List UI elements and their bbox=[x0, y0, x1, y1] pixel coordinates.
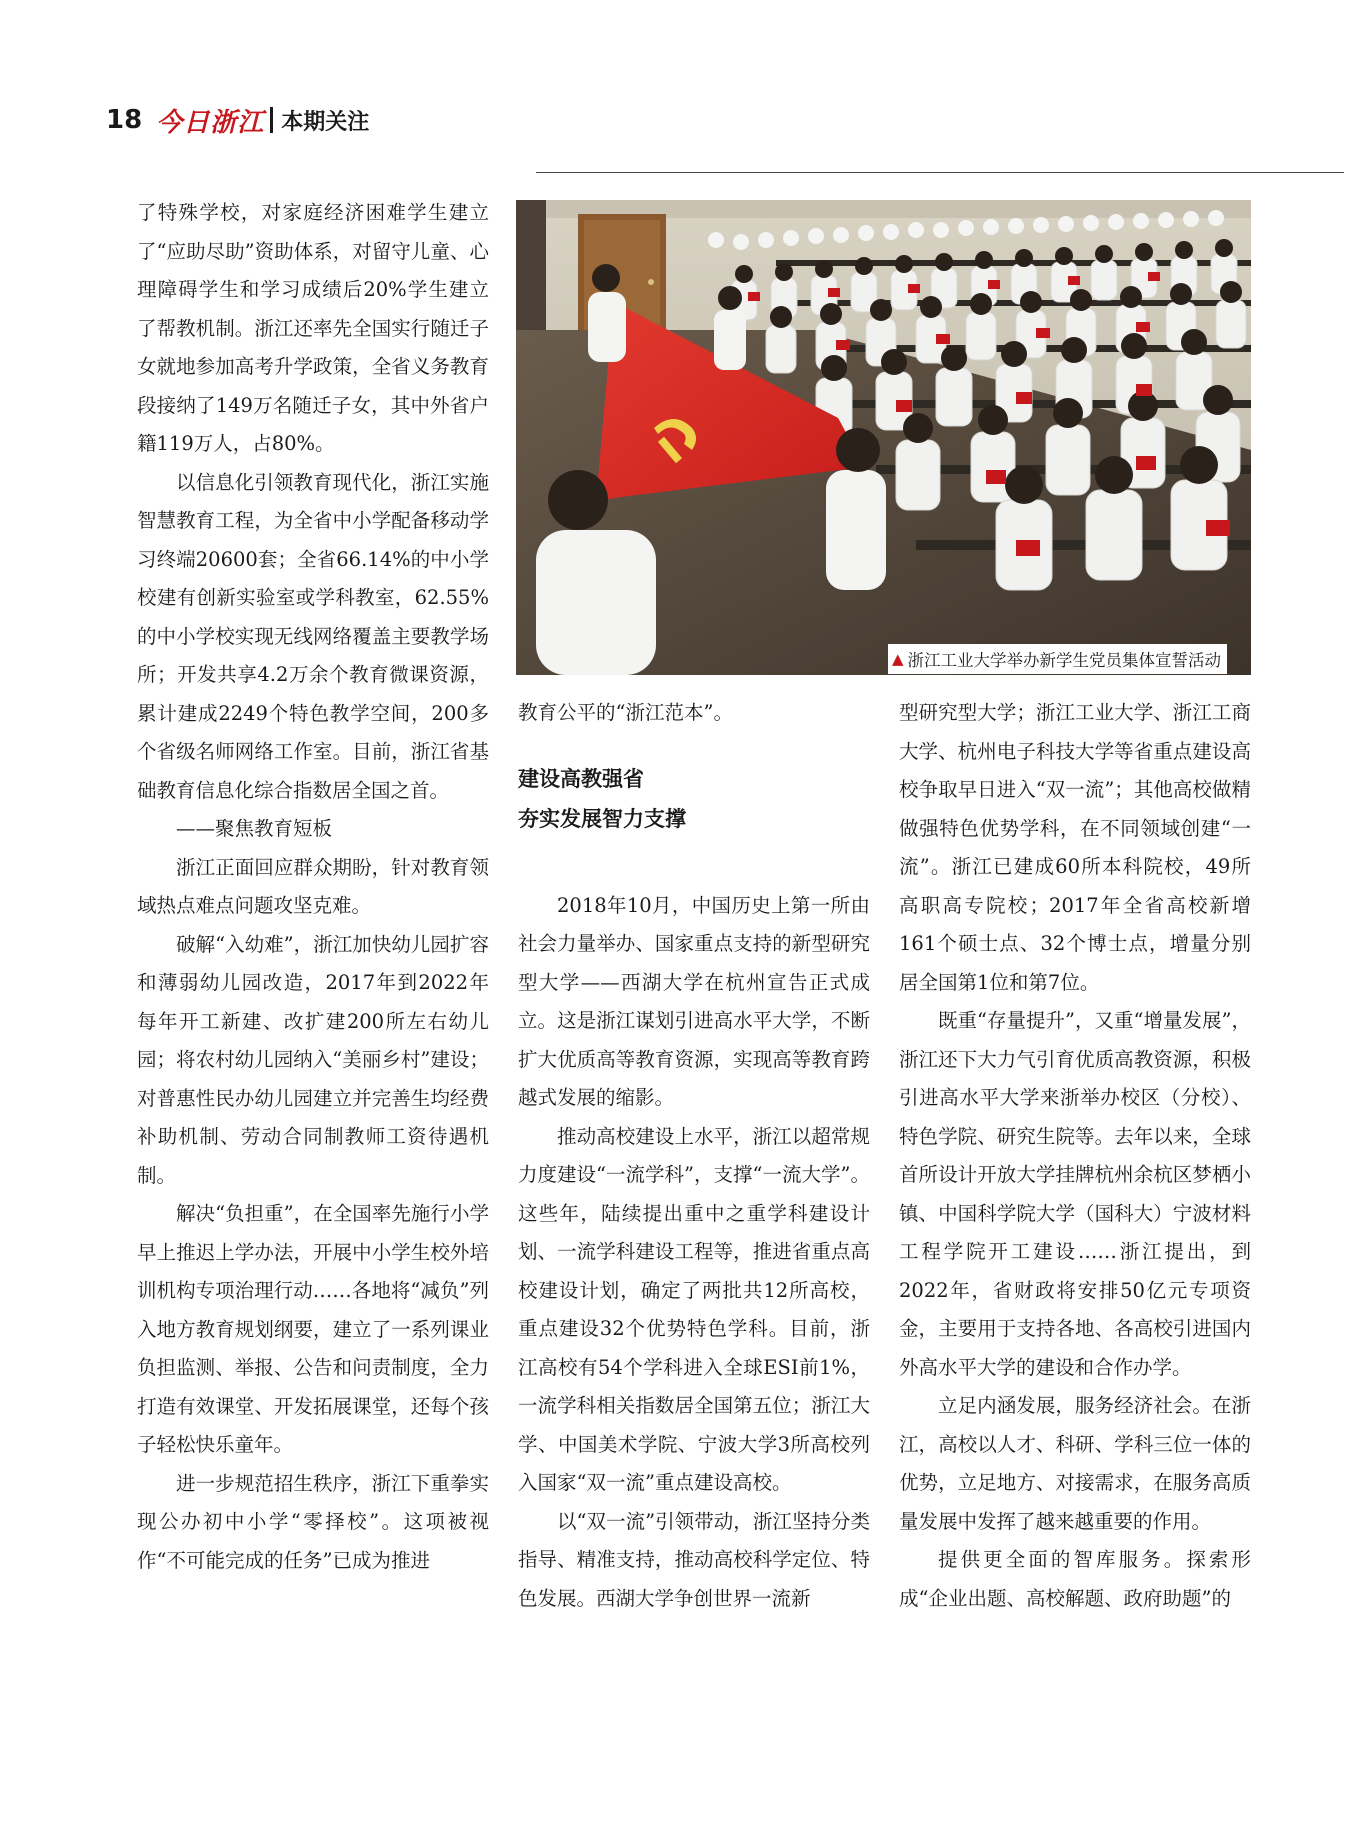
caption-text: 浙江工业大学举办新学生党员集体宣誓活动 bbox=[907, 651, 1222, 670]
paragraph: 2018年10月，中国历史上第一所由社会力量举办、国家重点支持的新型研究型大学——西湖大学在杭州宣告正式成立。这是浙江谋划引进高水平大学，不断扩大优质高等教育资源，实现高等教育跨越式发展的缩影。 bbox=[518, 893, 870, 1109]
paragraph: 既重“存量提升”，又重“增量发展”，浙江还下大力气引育优质高教资源，积极引进高水平大学来浙举办校区（分校）、特色学院、研究生院等。去年以来，全球首所设计开放大学挂牌杭州余杭区梦栖小镇、中国科学院大学（国科大）宁波材料工程学院开工建设……浙江提出，到2022年，省财政将安排50亿元专项资金，主要用于支持各地、各高校引进国内外高水平大学的建设和合作办学。 bbox=[899, 1009, 1251, 1379]
header-rule bbox=[536, 172, 1344, 173]
paragraph: 立足内涵发展，服务经济社会。在浙江，高校以人才、科研、学科三位一体的优势，立足地方、对接需求，在服务高质量发展中发挥了越来越重要的作用。 bbox=[899, 1394, 1251, 1533]
section-heading-line: 建设高教强省 bbox=[518, 766, 644, 791]
paragraph: 教育公平的“浙江范本”。 bbox=[518, 701, 733, 724]
paragraph: 浙江正面回应群众期盼，针对教育领域热点难点问题攻坚克难。 bbox=[137, 855, 489, 917]
section-heading-line: 夯实发展智力支撑 bbox=[518, 806, 686, 831]
section-title: 本期关注 bbox=[281, 109, 370, 135]
oath-ceremony-image bbox=[516, 200, 1251, 675]
column-1 bbox=[137, 194, 489, 1580]
column-2 bbox=[518, 694, 870, 1618]
magazine-logo: 今日浙江 bbox=[156, 107, 265, 138]
page-number: 18 bbox=[106, 105, 143, 135]
news-photo bbox=[516, 200, 1251, 675]
subsection-label: ——聚焦教育短板 bbox=[176, 817, 333, 840]
paragraph: 以“双一流”引领带动，浙江坚持分类指导、精准支持，推动高校科学定位、特色发展。西湖大学争创世界一流新 bbox=[518, 1509, 870, 1610]
photo-caption bbox=[888, 644, 1227, 674]
paragraph: 提供更全面的智库服务。探索形成“企业出题、高校解题、政府助题”的 bbox=[899, 1548, 1251, 1610]
column-3 bbox=[899, 694, 1251, 1618]
header-divider bbox=[270, 107, 273, 133]
paragraph: 以信息化引领教育现代化，浙江实施智慧教育工程，为全省中小学配备移动学习终端20600套；全省66.14%的中小学校建有创新实验室或学科教室，62.55%的中小学校实现无线网络覆盖主要教学场所；开发共享4.2万余个教育微课资源，累计建成2249个特色教学空间，200多个省级名师网络工作室。目前，浙江省基础教育信息化综合指数居全国之首。 bbox=[137, 470, 489, 802]
paragraph: 破解“入幼难”，浙江加快幼儿园扩容和薄弱幼儿园改造，2017年到2022年每年开工新建、改扩建200所左右幼儿园；将农村幼儿园纳入“美丽乡村”建设；对普惠性民办幼儿园建立并完善生均经费补助机制、劳动合同制教师工资待遇机制。 bbox=[137, 932, 489, 1187]
paragraph: 型研究型大学；浙江工业大学、浙江工商大学、杭州电子科技大学等省重点建设高校争取早日进入“双一流”；其他高校做精做强特色优势学科，在不同领域创建“一流”。浙江已建成60所本科院校，49所高职高专院校；2017年全省高校新增161个硕士点、32个博士点，增量分别居全国第1位和第7位。 bbox=[899, 701, 1251, 994]
paragraph: 进一步规范招生秩序，浙江下重拳实现公办初中小学“零择校”。这项被视作“不可能完成的任务”已成为推进 bbox=[137, 1471, 489, 1572]
section-heading bbox=[518, 759, 870, 839]
paragraph: 解决“负担重”，在全国率先施行小学早上推迟上学办法，开展中小学生校外培训机构专项治理行动……各地将“减负”列入地方教育规划纲要，建立了一系列课业负担监测、举报、公告和问责制度，全力打造有效课堂、开发拓展课堂，还每个孩子轻松快乐童年。 bbox=[137, 1202, 489, 1456]
page-header bbox=[106, 100, 369, 140]
paragraph: 推动高校建设上水平，浙江以超常规力度建设“一流学科”，支撑“一流大学”。这些年，陆续提出重中之重学科建设计划、一流学科建设工程等，推进省重点高校建设计划，确定了两批共12所高校，重点建设32个优势特色学科。目前，浙江高校有54个学科进入全球ESI前1%，一流学科相关指数居全国第五位；浙江大学、中国美术学院、宁波大学3所高校列入国家“双一流”重点建设高校。 bbox=[518, 1124, 870, 1494]
triangle-icon: ▲ bbox=[892, 650, 904, 668]
paragraph: 了特殊学校，对家庭经济困难学生建立了“应助尽助”资助体系，对留守儿童、心理障碍学生和学习成绩后20%学生建立了帮教机制。浙江还率先全国实行随迁子女就地参加高考升学政策，全省义务教育段接纳了149万名随迁子女，其中外省户籍119万人，占80%。 bbox=[137, 201, 489, 455]
